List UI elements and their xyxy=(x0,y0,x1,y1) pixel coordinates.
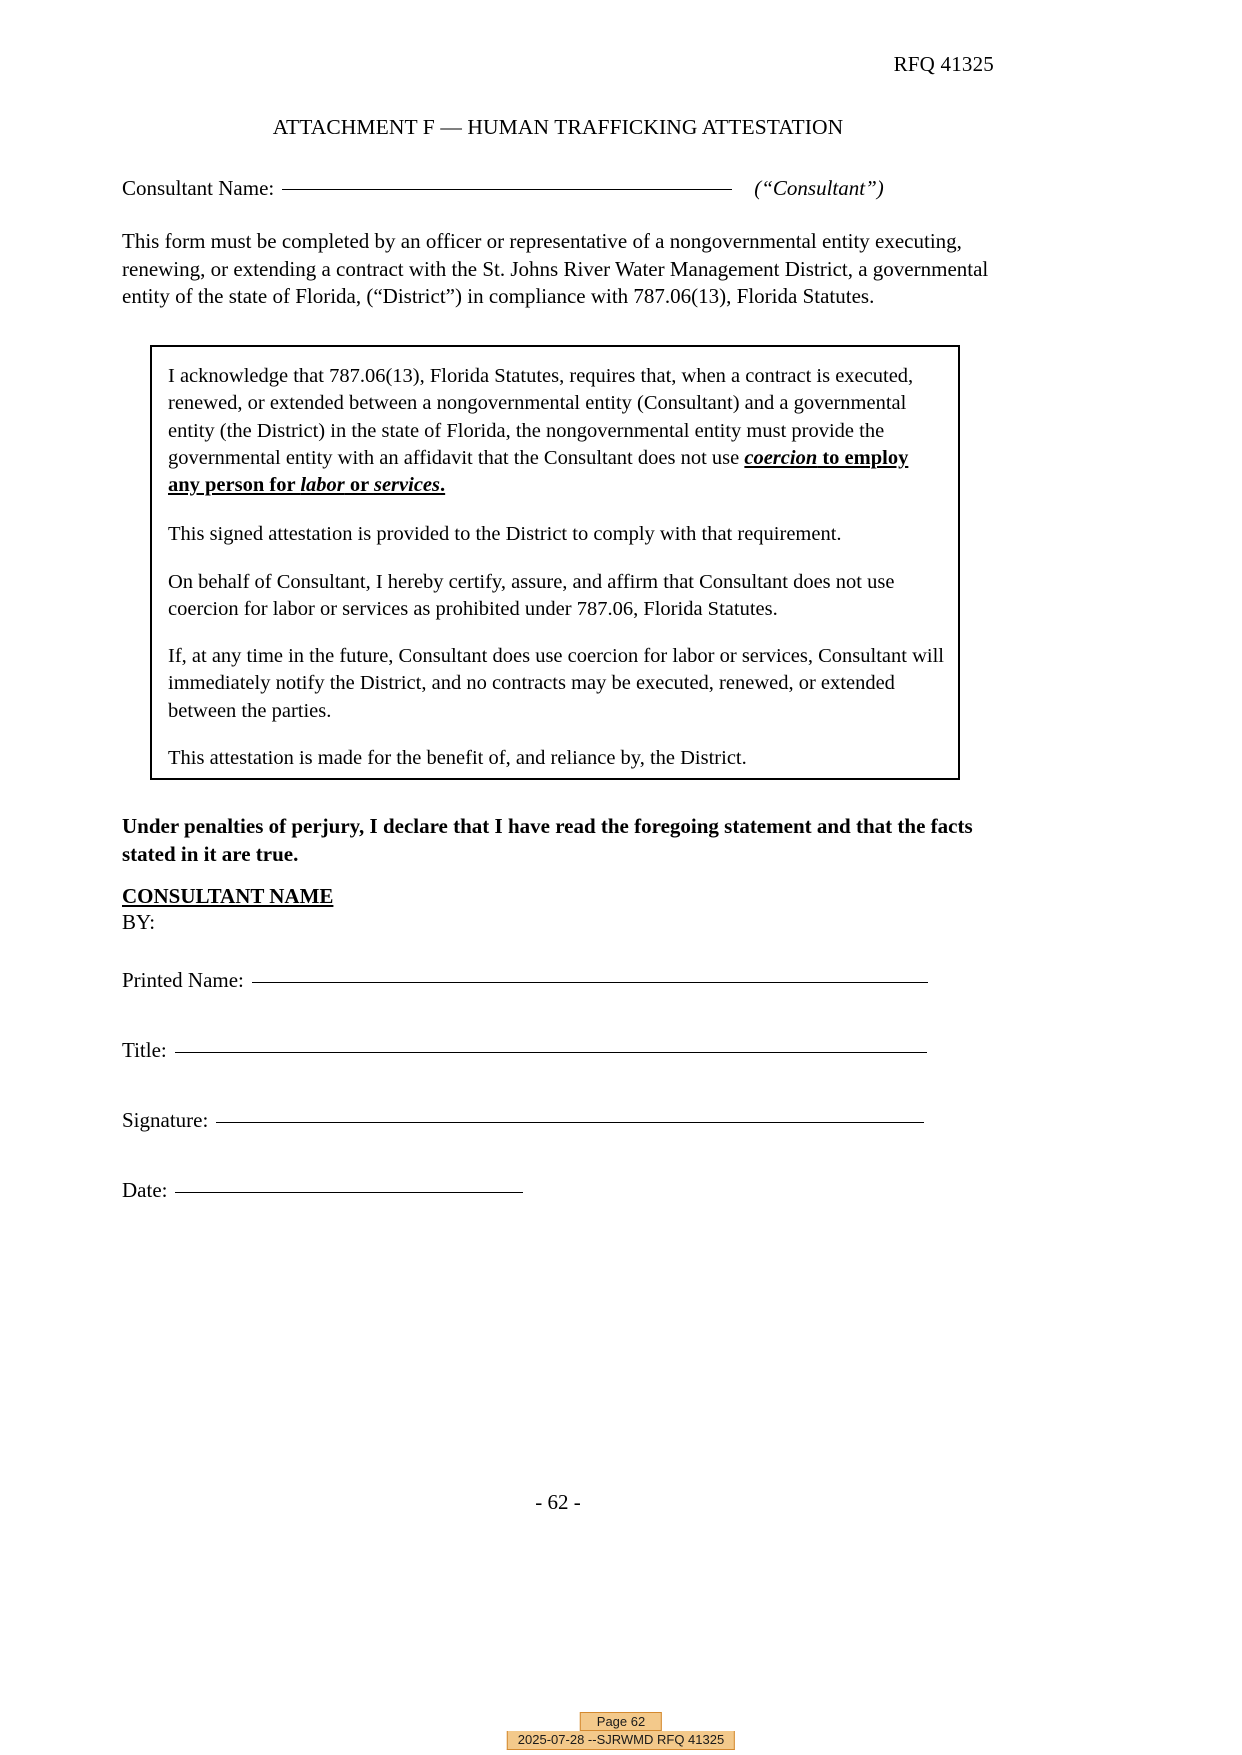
signature-field-row xyxy=(122,1108,924,1133)
printed-name-field-row xyxy=(122,968,928,993)
date-label: Date: xyxy=(122,1178,168,1202)
perjury-statement: Under penalties of perjury, I declare that I have read the foregoing statement and that the facts stated in it are true. xyxy=(122,814,973,867)
stamp-source-line: 2025-07-28 --SJRWMD RFQ 41325 xyxy=(507,1731,735,1750)
date-input[interactable] xyxy=(175,1192,523,1193)
title-field-row xyxy=(122,1038,927,1063)
signature-label: Signature: xyxy=(122,1108,209,1132)
attestation-paragraph-3: On behalf of Consultant, I hereby certify, assure, and affirm that Consultant does not use coercion for labor or services as prohibited under 787.06, Florida Statutes. xyxy=(168,570,895,620)
consultant-name-input-extension[interactable] xyxy=(644,189,732,190)
emphasis-labor: labor xyxy=(300,474,345,496)
by-label: BY: xyxy=(122,910,156,934)
date-field-row xyxy=(122,1178,523,1203)
attestation-p1-text: I acknowledge that 787.06(13), Florida Statutes, requires that, when a contract is executed, renewed, or extended between a nongovernmental entity (Consultant) and a governmental entity (the District) in the state of Florida, the nongovernmental entity must provide the governmental entity with an affidavit that the Consultant does not use xyxy=(168,365,914,469)
printed-name-label: Printed Name: xyxy=(122,968,244,992)
document-header-rfq: RFQ 41325 xyxy=(893,52,994,76)
consultant-name-heading: CONSULTANT NAME xyxy=(122,884,334,908)
emphasis-services: services xyxy=(373,474,441,496)
emphasis-coercion: coercion xyxy=(744,446,818,469)
page-number: - 62 - xyxy=(535,1490,581,1514)
signature-input[interactable] xyxy=(216,1122,924,1123)
emphasis-or: or xyxy=(344,474,374,496)
title-label: Title: xyxy=(122,1038,167,1062)
page-title: ATTACHMENT F — HUMAN TRAFFICKING ATTESTATION xyxy=(272,115,844,139)
consultant-name-row xyxy=(122,176,994,201)
consultant-name-input[interactable] xyxy=(282,189,644,190)
printed-name-input[interactable] xyxy=(252,982,928,983)
attestation-paragraph-4: If, at any time in the future, Consultant does use coercion for labor or services, Consultant will immediately notify the District, and no contracts may be executed, renewed, or extended between the parties. xyxy=(168,645,944,722)
attestation-box xyxy=(150,345,960,780)
footer-watermark-stamp xyxy=(507,1712,735,1750)
page-badge: Page 62 xyxy=(580,1712,662,1731)
intro-paragraph: This form must be completed by an officer or representative of a nongovernmental entity executing, renewing, or extending a contract with the St. Johns River Water Management District, a governmental entity of the state of Florida, (“District”) in compliance with 787.06(13), Florida Statutes. xyxy=(122,229,989,309)
attestation-paragraph-1 xyxy=(168,363,944,499)
emphasis-period: . xyxy=(440,474,446,496)
consultant-quoted-term: (“Consultant”) xyxy=(754,176,884,200)
consultant-name-label: Consultant Name: xyxy=(122,176,275,200)
attestation-paragraph-2: This signed attestation is provided to the District to comply with that requirement. xyxy=(168,523,842,546)
emphasis-to-employ: to employ any person for xyxy=(168,446,909,496)
attestation-paragraph-5: This attestation is made for the benefit of, and reliance by, the District. xyxy=(168,746,747,769)
title-input[interactable] xyxy=(175,1052,927,1053)
